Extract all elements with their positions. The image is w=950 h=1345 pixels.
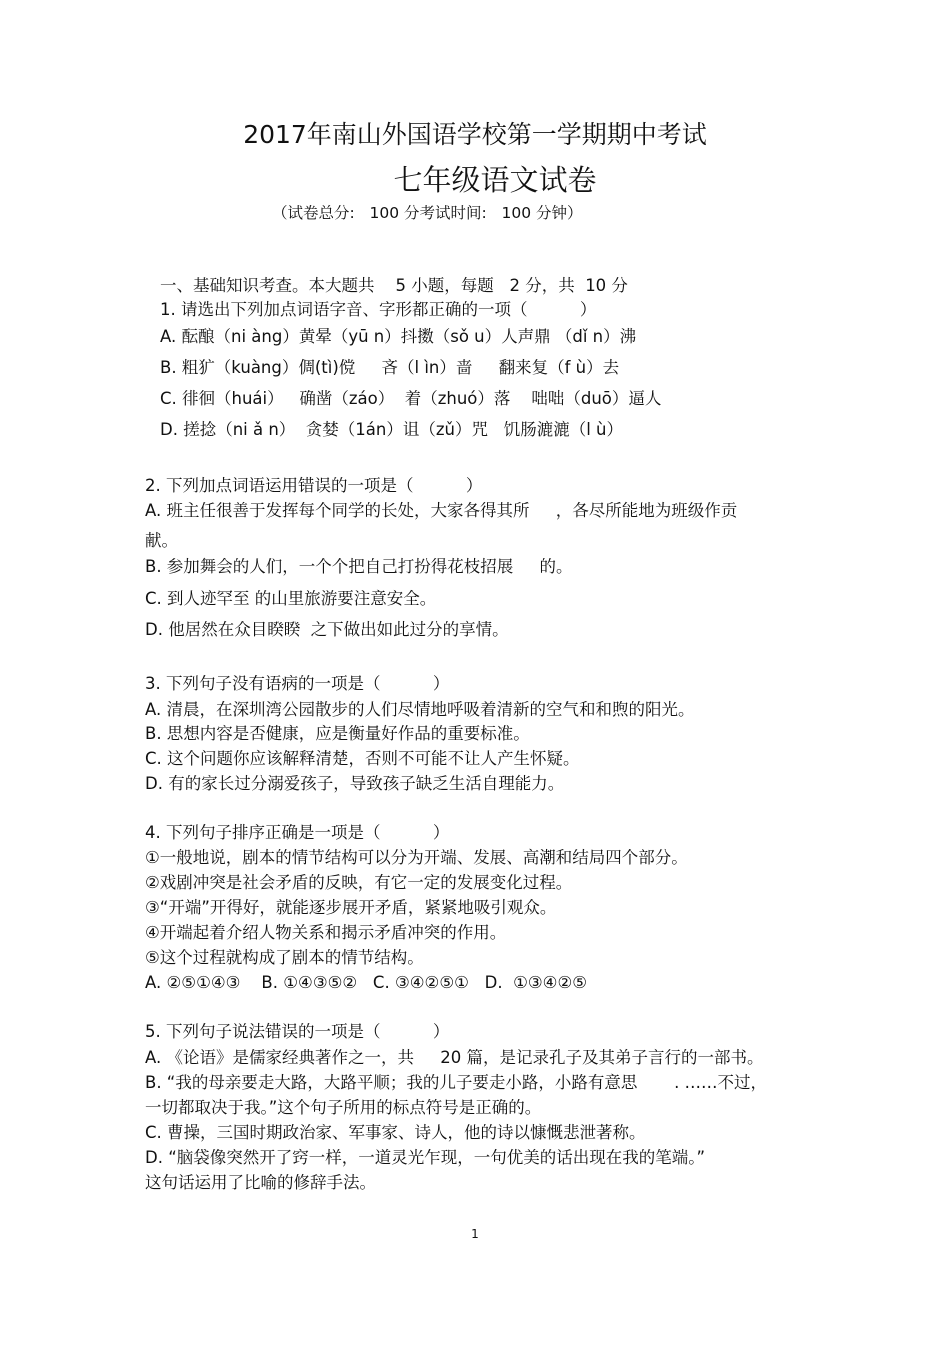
q5-option-b-cont: 一切都取决于我。”这个句子所用的标点符号是正确的。 xyxy=(145,1098,542,1117)
q3-stem: 3. 下列句子没有语病的一项是（ ） xyxy=(145,674,450,693)
q5-stem: 5. 下列句子说法错误的一项是（ ） xyxy=(145,1022,450,1041)
q2-option-a-cont: 献。 xyxy=(145,531,178,550)
q2-stem: 2. 下列加点词语运用错误的一项是（ ） xyxy=(145,476,483,495)
q4-item-4: ④开端起着介绍人物关系和揭示矛盾冲突的作用。 xyxy=(145,923,507,942)
q2-option-c: C. 到人迹罕至 的山里旅游要注意安全。 xyxy=(145,589,437,608)
q5-option-d-cont: 这句话运用了比喻的修辞手法。 xyxy=(145,1173,376,1192)
section-heading: 一、基础知识考查。本大题共 5 小题，每题 2 分，共 10 分 xyxy=(160,276,628,295)
q1-option-d: D. 搓捻（ni ǎ n） 贪婪（1án）诅（zǔ）咒 饥肠漉漉（l ù） xyxy=(160,420,623,439)
q4-item-3: ③“开端”开得好，就能逐步展开矛盾，紧紧地吸引观众。 xyxy=(145,898,557,917)
q3-option-c: C. 这个问题你应该解释清楚，否则不可能不让人产生怀疑。 xyxy=(145,749,580,768)
q4-item-2: ②戏剧冲突是社会矛盾的反映，有它一定的发展变化过程。 xyxy=(145,873,573,892)
page-number: 1 xyxy=(471,1227,479,1241)
exam-subtitle: 七年级语文试卷 xyxy=(393,163,597,197)
q5-option-a: A. 《论语》是儒家经典著作之一，共 20 篇，是记录孔子及其弟子言行的一部书。 xyxy=(145,1048,764,1067)
q3-option-d: D. 有的家长过分溺爱孩子，导致孩子缺乏生活自理能力。 xyxy=(145,774,565,793)
q5-option-b: B. “我的母亲要走大路，大路平顺；我的儿子要走小路，小路有意思 . ……不过， xyxy=(145,1073,768,1092)
q4-stem: 4. 下列句子排序正确是一项是（ ） xyxy=(145,823,450,842)
exam-meta: （试卷总分: 100 分考试时间: 100 分钟） xyxy=(272,204,583,222)
q2-option-a: A. 班主任很善于发挥每个同学的长处，大家各得其所 ，各尽所能地为班级作贡 xyxy=(145,501,738,520)
q2-option-d: D. 他居然在众目睽睽 之下做出如此过分的享情。 xyxy=(145,620,509,639)
q5-option-c: C. 曹操，三国时期政治家、军事家、诗人，他的诗以慷慨悲泄著称。 xyxy=(145,1123,646,1142)
q1-option-b: B. 粗犷（kuàng）倜(tì)傥 吝（l ìn）啬 翻来复（f ù）去 xyxy=(160,358,620,377)
q1-option-a: A. 酝酿（ni àng）黄晕（yū n）抖擞（sǒ u）人声鼎 （dǐ n）沸 xyxy=(160,327,637,346)
q1-option-c: C. 徘徊（huái） 确凿（záo） 着（zhuó）落 咄咄（duō）逼人 xyxy=(160,389,662,408)
q5-option-d: D. “脑袋像突然开了窍一样，一道灵光乍现，一句优美的话出现在我的笔端。” xyxy=(145,1148,706,1167)
q3-option-a: A. 清晨，在深圳湾公园散步的人们尽情地呼吸着清新的空气和和煦的阳光。 xyxy=(145,700,695,719)
q1-stem: 1. 请选出下列加点词语字音、字形都正确的一项（ ） xyxy=(160,300,597,319)
exam-title: 2017年南山外国语学校第一学期期中考试 xyxy=(243,120,707,149)
q2-option-b: B. 参加舞会的人们，一个个把自己打扮得花枝招展 的。 xyxy=(145,557,573,576)
q4-item-1: ①一般地说，剧本的情节结构可以分为开端、发展、高潮和结局四个部分。 xyxy=(145,848,688,867)
q4-item-5: ⑤这个过程就构成了剧本的情节结构。 xyxy=(145,948,424,967)
q4-answers: A. ②⑤①④③ B. ①④③⑤② C. ③④②⑤① D. ①③④②⑤ xyxy=(145,973,588,992)
q3-option-b: B. 思想内容是否健康，应是衡量好作品的重要标准。 xyxy=(145,724,530,743)
